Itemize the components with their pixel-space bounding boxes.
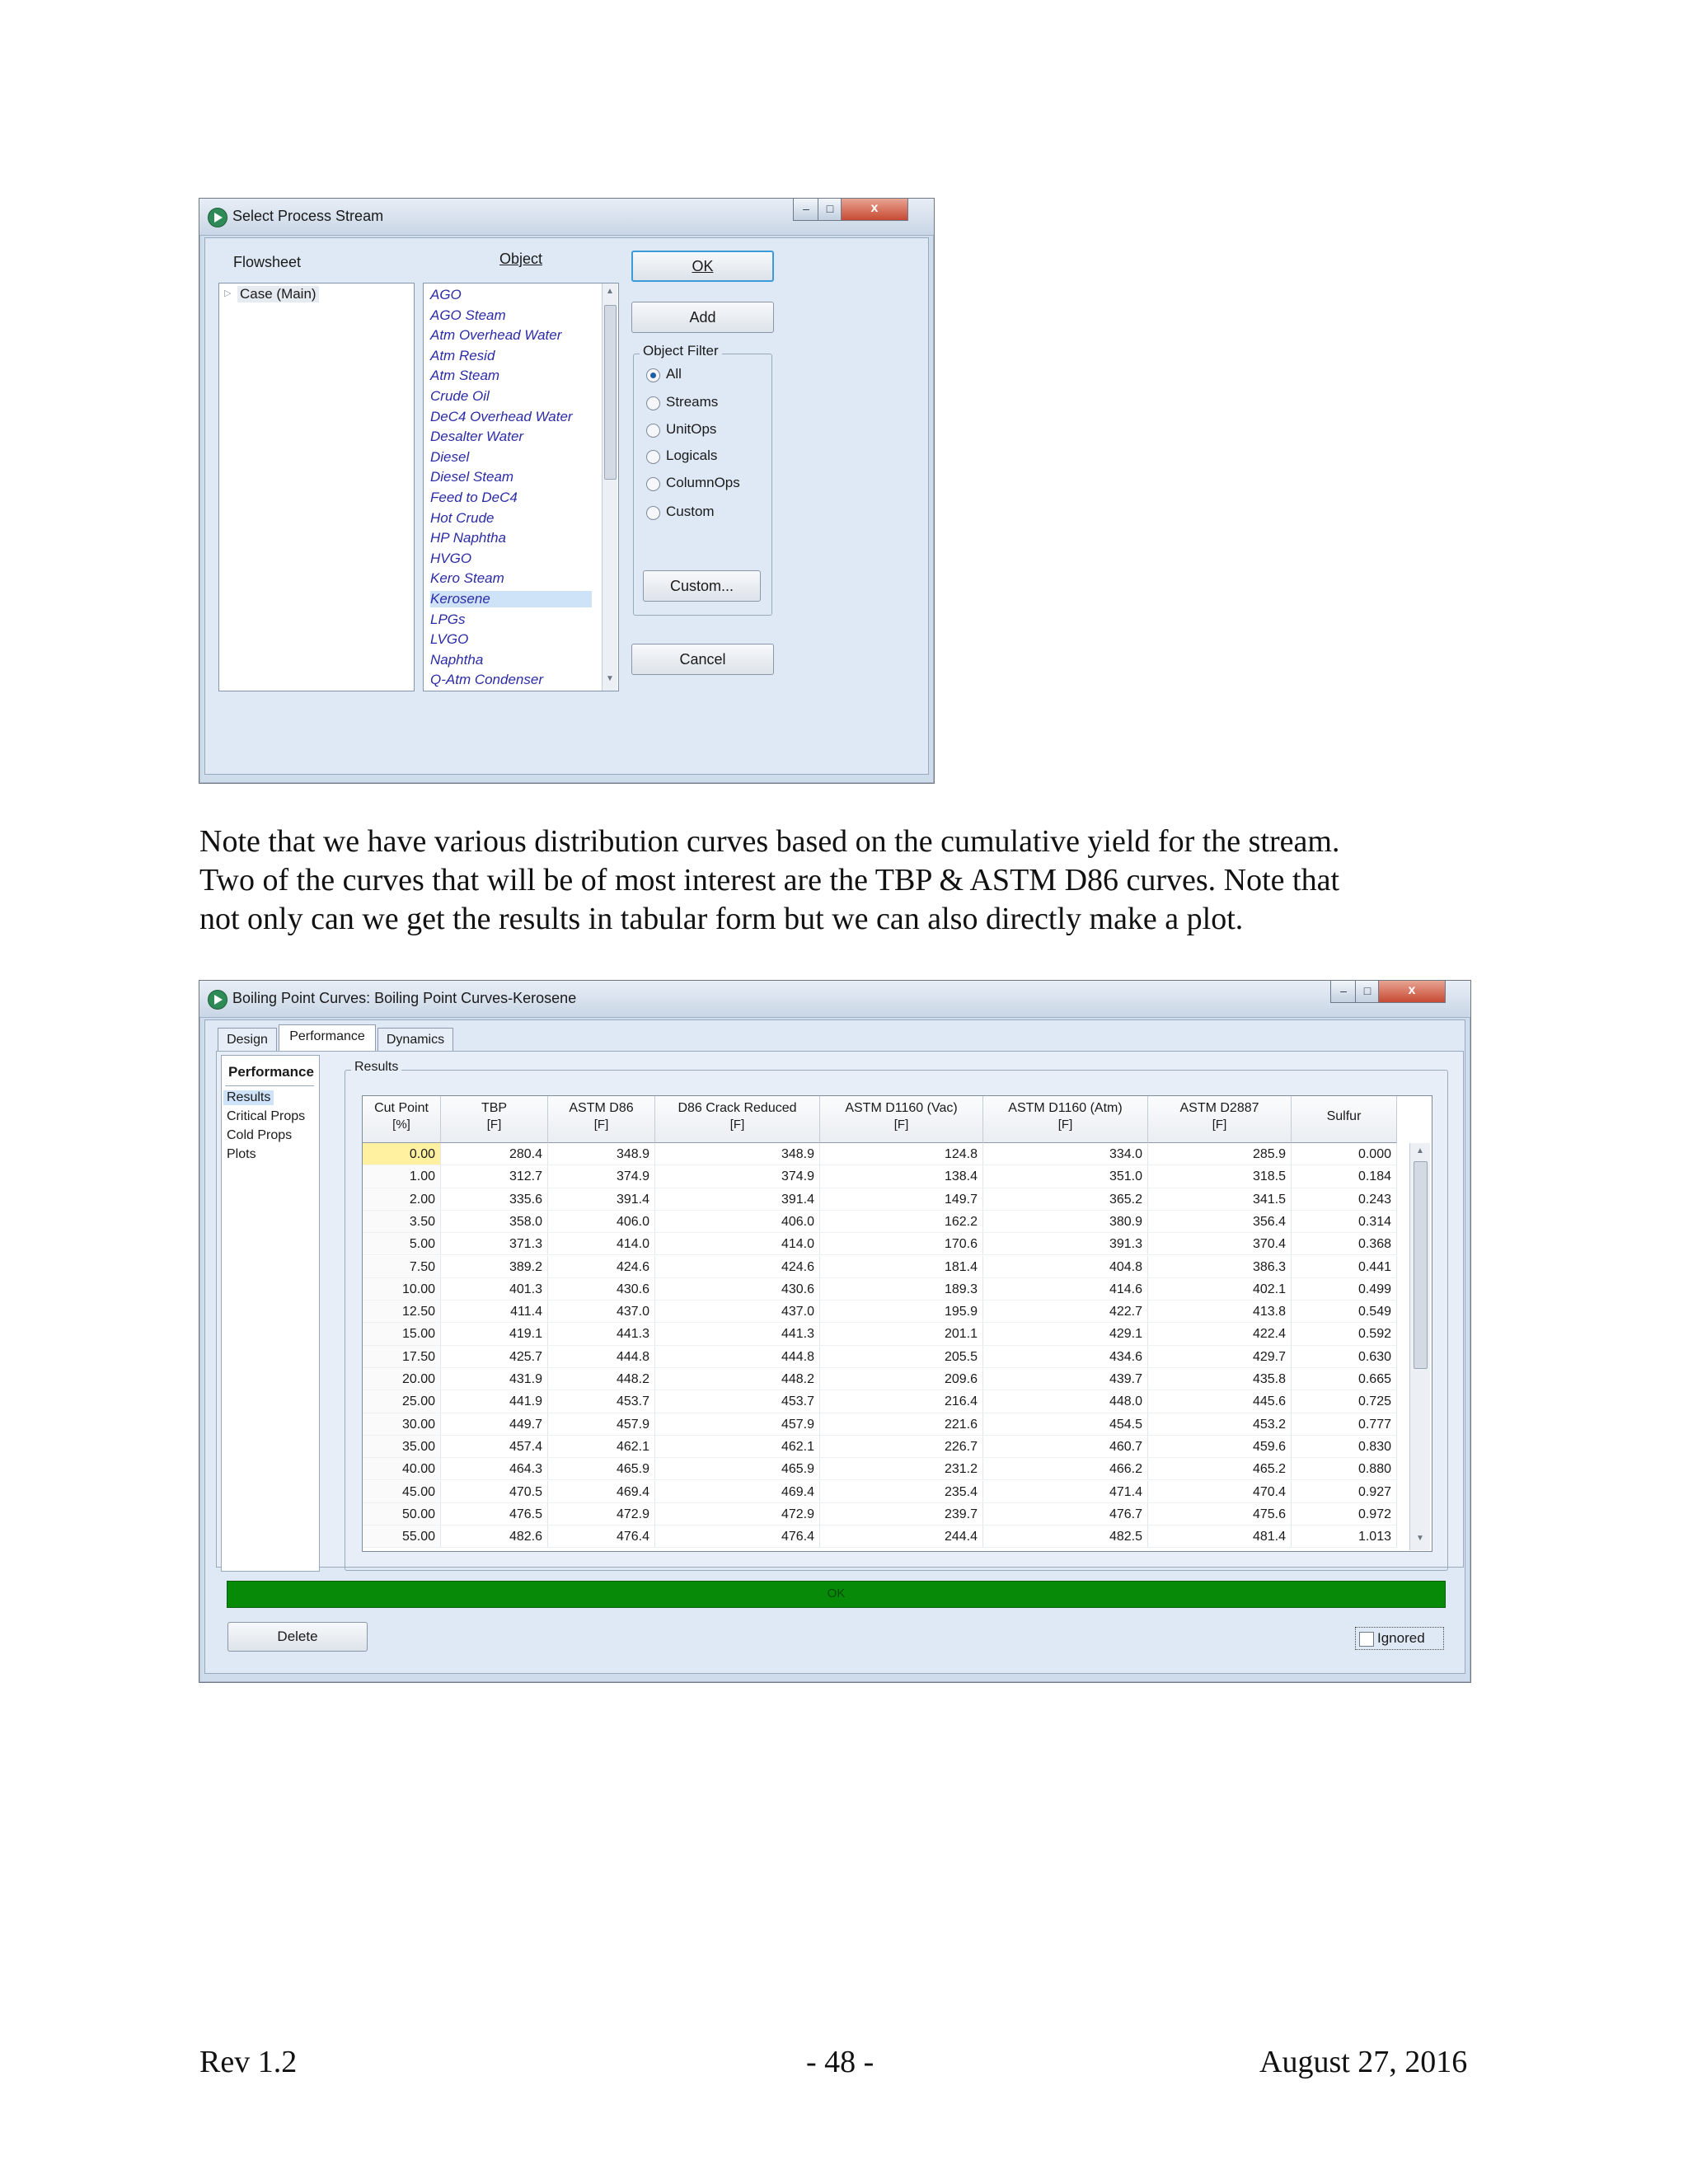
table-cell[interactable]: 17.50: [363, 1346, 441, 1368]
table-row: [363, 1390, 1393, 1413]
table-cell[interactable]: 448.0: [983, 1390, 1148, 1413]
table-cell[interactable]: 0.830: [1292, 1436, 1397, 1458]
table-cell[interactable]: 351.0: [983, 1165, 1148, 1188]
tree-expander-icon[interactable]: ▷: [224, 288, 232, 298]
ignored-checkbox[interactable]: [1355, 1627, 1444, 1650]
window-titlebar: [199, 981, 1470, 1018]
table-cell[interactable]: 472.9: [548, 1503, 655, 1526]
table-cell[interactable]: 205.5: [820, 1346, 983, 1368]
table-cell[interactable]: 201.1: [820, 1323, 983, 1345]
object-list-item[interactable]: Q-Atm Condenser: [430, 672, 543, 688]
table-cell[interactable]: 448.2: [655, 1368, 820, 1390]
table-cell[interactable]: 1.013: [1292, 1526, 1397, 1548]
table-cell[interactable]: 441.3: [548, 1323, 655, 1345]
column-header-unit: [F]: [486, 1118, 502, 1132]
object-list-item[interactable]: Atm Resid: [430, 347, 495, 363]
column-header-unit: [%]: [392, 1118, 410, 1132]
object-list-item[interactable]: Atm Steam: [430, 368, 500, 384]
table-cell[interactable]: 476.4: [655, 1526, 820, 1548]
table-cell[interactable]: 20.00: [363, 1368, 441, 1390]
table-cell[interactable]: 162.2: [820, 1211, 983, 1233]
filter-label-streams: Streams: [666, 394, 719, 410]
table-row: [363, 1323, 1393, 1345]
table-cell[interactable]: 414.6: [983, 1278, 1148, 1301]
table-cell[interactable]: 430.6: [655, 1278, 820, 1301]
table-cell[interactable]: 469.4: [655, 1481, 820, 1503]
tab-dynamics-label: Dynamics: [386, 1033, 445, 1047]
object-list[interactable]: [423, 283, 619, 691]
scroll-down-arrow-icon[interactable]: ▼: [1416, 1534, 1424, 1543]
tab-performance-label: Performance: [289, 1029, 365, 1043]
column-header-unit: [F]: [729, 1118, 745, 1132]
filter-label-custom: Custom: [666, 504, 715, 519]
maximize-icon[interactable]: □: [818, 199, 842, 221]
table-cell[interactable]: 334.0: [983, 1143, 1148, 1165]
table-cell[interactable]: 25.00: [363, 1390, 441, 1413]
table-cell[interactable]: 235.4: [820, 1481, 983, 1503]
table-cell[interactable]: 358.0: [441, 1211, 548, 1233]
table-cell[interactable]: 413.8: [1148, 1301, 1292, 1323]
table-cell[interactable]: 439.7: [983, 1368, 1148, 1390]
column-header[interactable]: [548, 1096, 655, 1143]
filter-label-unitops: UnitOps: [666, 421, 717, 437]
table-cell[interactable]: 7.50: [363, 1256, 441, 1278]
column-header-name: TBP: [481, 1101, 508, 1115]
nav-item-cold-props[interactable]: Cold Props: [227, 1128, 293, 1142]
app-icon: [208, 208, 227, 227]
table-cell[interactable]: 2.00: [363, 1188, 441, 1211]
table-cell[interactable]: 435.8: [1148, 1368, 1292, 1390]
table-cell[interactable]: 462.1: [655, 1436, 820, 1458]
table-cell[interactable]: 449.7: [441, 1413, 548, 1436]
table-scrollbar[interactable]: [1409, 1143, 1430, 1550]
table-cell[interactable]: 453.7: [548, 1390, 655, 1413]
table-cell[interactable]: 0.880: [1292, 1458, 1397, 1480]
object-list-item[interactable]: AGO Steam: [430, 307, 506, 323]
table-cell[interactable]: 341.5: [1148, 1188, 1292, 1211]
window-title: Boiling Point Curves: Boiling Point Curves-Kerosene: [232, 990, 577, 1006]
nav-item-critical-props[interactable]: Critical Props: [227, 1109, 306, 1123]
object-list-item[interactable]: Feed to DeC4: [430, 490, 518, 505]
column-header-unit: [F]: [893, 1118, 909, 1132]
paragraph-line: Note that we have various distribution curves based on the cumulative yield for the stream.: [199, 824, 1340, 859]
scroll-thumb[interactable]: [1414, 1161, 1428, 1369]
table-row: [363, 1413, 1393, 1436]
column-header-name: ASTM D86: [569, 1101, 634, 1115]
filter-radio-all[interactable]: [646, 368, 660, 382]
table-cell[interactable]: 481.4: [1148, 1526, 1292, 1548]
table-cell[interactable]: 453.7: [655, 1390, 820, 1413]
table-row: [363, 1211, 1393, 1233]
object-list-item[interactable]: Kerosene: [430, 591, 592, 607]
table-cell[interactable]: 1.00: [363, 1165, 441, 1188]
filter-label-columnops: ColumnOps: [666, 475, 740, 490]
table-cell[interactable]: 0.441: [1292, 1256, 1397, 1278]
table-cell[interactable]: 50.00: [363, 1503, 441, 1526]
table-cell[interactable]: 448.2: [548, 1368, 655, 1390]
object-list-item[interactable]: Atm Overhead Water: [430, 327, 562, 344]
table-cell[interactable]: 285.9: [1148, 1143, 1292, 1165]
tree-item-case-main[interactable]: Case (Main): [237, 286, 319, 302]
table-cell[interactable]: 370.4: [1148, 1233, 1292, 1255]
paragraph-line: not only can we get the results in tabular form but we can also directly make a plot.: [199, 902, 1244, 936]
filter-radio-logicals[interactable]: [646, 450, 660, 464]
table-row: [363, 1301, 1393, 1323]
column-header[interactable]: [820, 1096, 983, 1143]
ok-button[interactable]: [631, 251, 774, 282]
table-cell[interactable]: 429.1: [983, 1323, 1148, 1345]
table-cell[interactable]: 430.6: [548, 1278, 655, 1301]
table-cell[interactable]: 209.6: [820, 1368, 983, 1390]
footer-revision: Rev 1.2: [199, 2045, 298, 2079]
object-list-item[interactable]: HVGO: [430, 550, 472, 566]
nav-item-results[interactable]: Results: [223, 1090, 274, 1105]
object-list-item[interactable]: LPGs: [430, 611, 466, 627]
table-cell[interactable]: 425.7: [441, 1346, 548, 1368]
table-cell[interactable]: 0.000: [1292, 1143, 1397, 1165]
filter-label-all: All: [666, 366, 682, 382]
nav-header-divider: [225, 1085, 314, 1086]
table-cell[interactable]: 457.9: [655, 1413, 820, 1436]
column-header[interactable]: [655, 1096, 820, 1143]
table-cell[interactable]: 30.00: [363, 1413, 441, 1436]
filter-label-logicals: Logicals: [666, 448, 718, 463]
table-cell[interactable]: 465.9: [655, 1458, 820, 1480]
paragraph-line: Two of the curves that will be of most interest are the TBP & ASTM D86 curves. Note that: [199, 863, 1340, 898]
table-cell[interactable]: 459.6: [1148, 1436, 1292, 1458]
object-list-item[interactable]: Diesel Steam: [430, 469, 514, 485]
table-cell[interactable]: 457.9: [548, 1413, 655, 1436]
object-list-item[interactable]: HP Naphtha: [430, 530, 506, 546]
table-cell[interactable]: 414.0: [548, 1233, 655, 1255]
table-row: [363, 1143, 1393, 1165]
column-header-name: ASTM D1160 (Atm): [1008, 1101, 1123, 1115]
table-row: [363, 1165, 1393, 1188]
table-cell[interactable]: 454.5: [983, 1413, 1148, 1436]
table-cell[interactable]: 466.2: [983, 1458, 1148, 1480]
table-cell[interactable]: 482.5: [983, 1526, 1148, 1548]
object-list-item[interactable]: Desalter Water: [430, 429, 524, 445]
table-row: [363, 1278, 1393, 1301]
table-cell[interactable]: 0.972: [1292, 1503, 1397, 1526]
table-cell[interactable]: 0.777: [1292, 1413, 1397, 1436]
object-list-item[interactable]: Kero Steam: [430, 570, 504, 587]
table-cell[interactable]: 482.6: [441, 1526, 548, 1548]
table-cell[interactable]: 0.592: [1292, 1323, 1397, 1345]
table-cell[interactable]: 391.4: [655, 1188, 820, 1211]
maximize-icon[interactable]: □: [1355, 981, 1380, 1003]
table-cell[interactable]: 401.3: [441, 1278, 548, 1301]
table-cell[interactable]: 464.3: [441, 1458, 548, 1480]
table-cell[interactable]: 406.0: [548, 1211, 655, 1233]
table-cell[interactable]: 12.50: [363, 1301, 441, 1323]
table-cell[interactable]: 371.3: [441, 1233, 548, 1255]
results-group-label: Results: [351, 1060, 401, 1075]
table-cell[interactable]: 348.9: [655, 1143, 820, 1165]
table-cell[interactable]: 280.4: [441, 1143, 548, 1165]
table-cell[interactable]: 476.4: [548, 1526, 655, 1548]
app-icon: [208, 990, 227, 1010]
dialog-title: Select Process Stream: [232, 208, 384, 224]
object-list-item[interactable]: Hot Crude: [430, 509, 495, 526]
scroll-up-arrow-icon[interactable]: ▲: [1416, 1146, 1424, 1155]
table-cell[interactable]: 470.5: [441, 1481, 548, 1503]
table-cell[interactable]: 3.50: [363, 1211, 441, 1233]
column-header-name: ASTM D1160 (Vac): [845, 1101, 958, 1115]
table-cell[interactable]: 312.7: [441, 1165, 548, 1188]
object-list-item[interactable]: Naphtha: [430, 651, 484, 668]
status-text: OK: [827, 1586, 846, 1601]
table-cell[interactable]: 422.7: [983, 1301, 1148, 1323]
footer-date: August 27, 2016: [1259, 2045, 1468, 2079]
object-filter-label: Object Filter: [640, 343, 722, 359]
table-cell[interactable]: 356.4: [1148, 1211, 1292, 1233]
add-button-label: Add: [689, 309, 716, 326]
custom-button-label: Custom...: [669, 578, 734, 594]
column-header-unit: [F]: [1212, 1118, 1227, 1132]
add-button[interactable]: [631, 302, 774, 333]
table-cell[interactable]: 365.2: [983, 1188, 1148, 1211]
table-cell[interactable]: 419.1: [441, 1323, 548, 1345]
table-cell[interactable]: 465.2: [1148, 1458, 1292, 1480]
table-cell[interactable]: 374.9: [655, 1165, 820, 1188]
table-cell[interactable]: 470.4: [1148, 1481, 1292, 1503]
cancel-button-label: Cancel: [679, 651, 726, 668]
table-cell[interactable]: 441.3: [655, 1323, 820, 1345]
table-cell[interactable]: 181.4: [820, 1256, 983, 1278]
table-cell[interactable]: 422.4: [1148, 1323, 1292, 1345]
status-bar: [227, 1581, 1446, 1608]
table-cell[interactable]: 0.499: [1292, 1278, 1397, 1301]
scroll-down-arrow-icon[interactable]: ▼: [606, 674, 614, 683]
table-cell[interactable]: 138.4: [820, 1165, 983, 1188]
ok-button-label: OK: [692, 258, 714, 274]
table-row: [363, 1233, 1393, 1255]
filter-radio-unitops[interactable]: [646, 424, 660, 438]
ignored-label: Ignored: [1377, 1630, 1425, 1646]
table-cell[interactable]: 335.6: [441, 1188, 548, 1211]
table-row: [363, 1368, 1393, 1390]
scroll-up-arrow-icon[interactable]: ▲: [606, 287, 614, 296]
table-cell[interactable]: 404.8: [983, 1256, 1148, 1278]
table-cell[interactable]: 216.4: [820, 1390, 983, 1413]
column-header[interactable]: [1148, 1096, 1292, 1143]
scroll-thumb[interactable]: [604, 305, 617, 480]
table-cell[interactable]: 424.6: [548, 1256, 655, 1278]
column-header-name: D86 Crack Reduced: [678, 1101, 797, 1115]
table-cell[interactable]: 0.368: [1292, 1233, 1397, 1255]
table-cell[interactable]: 124.8: [820, 1143, 983, 1165]
table-cell[interactable]: 457.4: [441, 1436, 548, 1458]
table-row: [363, 1346, 1393, 1368]
column-header[interactable]: [1292, 1096, 1397, 1143]
table-cell[interactable]: 386.3: [1148, 1256, 1292, 1278]
table-cell[interactable]: 15.00: [363, 1323, 441, 1345]
table-cell[interactable]: 389.2: [441, 1256, 548, 1278]
table-cell[interactable]: 472.9: [655, 1503, 820, 1526]
object-list-item[interactable]: DeC4 Overhead Water: [430, 408, 573, 424]
object-list-item[interactable]: Diesel: [430, 448, 470, 465]
table-cell[interactable]: 0.725: [1292, 1390, 1397, 1413]
table-cell[interactable]: 465.9: [548, 1458, 655, 1480]
flowsheet-label: Flowsheet: [233, 254, 302, 270]
table-cell[interactable]: 226.7: [820, 1436, 983, 1458]
object-list-item[interactable]: Crude Oil: [430, 388, 490, 404]
close-icon[interactable]: x: [841, 199, 908, 221]
table-cell[interactable]: 55.00: [363, 1526, 441, 1548]
table-cell[interactable]: 414.0: [655, 1233, 820, 1255]
table-cell[interactable]: 391.3: [983, 1233, 1148, 1255]
column-header-unit: [F]: [1057, 1118, 1073, 1132]
table-cell[interactable]: 45.00: [363, 1481, 441, 1503]
table-cell[interactable]: 460.7: [983, 1436, 1148, 1458]
table-cell[interactable]: 170.6: [820, 1233, 983, 1255]
table-cell[interactable]: 374.9: [548, 1165, 655, 1188]
performance-nav: [221, 1055, 320, 1572]
tab-dynamics[interactable]: [377, 1028, 453, 1051]
table-cell[interactable]: 40.00: [363, 1458, 441, 1480]
object-label: Object: [499, 251, 543, 267]
object-list-scrollbar[interactable]: [602, 284, 617, 691]
filter-radio-columnops[interactable]: [646, 477, 660, 491]
table-row: [363, 1481, 1393, 1503]
table-cell[interactable]: 437.0: [655, 1301, 820, 1323]
column-header-unit: [F]: [593, 1118, 609, 1132]
table-cell[interactable]: 444.8: [548, 1346, 655, 1368]
minimize-icon[interactable]: –: [1330, 981, 1357, 1003]
object-list-item[interactable]: LVGO: [430, 631, 469, 648]
table-cell[interactable]: 0.00: [363, 1143, 441, 1165]
table-cell[interactable]: 411.4: [441, 1301, 548, 1323]
table-cell[interactable]: 0.314: [1292, 1211, 1397, 1233]
column-header-name: Sulfur: [1326, 1109, 1362, 1123]
table-cell[interactable]: 0.665: [1292, 1368, 1397, 1390]
table-cell[interactable]: 380.9: [983, 1211, 1148, 1233]
tab-design[interactable]: [218, 1028, 277, 1051]
footer-page-number: - 48 -: [806, 2045, 874, 2079]
filter-radio-streams[interactable]: [646, 396, 660, 410]
table-cell[interactable]: 0.927: [1292, 1481, 1397, 1503]
table-row: [363, 1526, 1393, 1548]
close-icon[interactable]: x: [1378, 981, 1446, 1003]
object-list-item[interactable]: AGO: [430, 287, 462, 302]
delete-button[interactable]: [227, 1622, 368, 1652]
nav-header: Performance: [228, 1064, 314, 1080]
table-cell[interactable]: 239.7: [820, 1503, 983, 1526]
delete-button-label: Delete: [277, 1629, 318, 1644]
table-cell[interactable]: 0.184: [1292, 1165, 1397, 1188]
table-cell[interactable]: 189.3: [820, 1278, 983, 1301]
table-cell[interactable]: 441.9: [441, 1390, 548, 1413]
dialog-titlebar: [199, 199, 934, 236]
table-cell[interactable]: 406.0: [655, 1211, 820, 1233]
column-header-name: Cut Point: [374, 1101, 429, 1115]
table-cell[interactable]: 0.549: [1292, 1301, 1397, 1323]
table-cell[interactable]: 453.2: [1148, 1413, 1292, 1436]
table-cell[interactable]: 318.5: [1148, 1165, 1292, 1188]
table-cell[interactable]: 475.6: [1148, 1503, 1292, 1526]
table-cell[interactable]: 424.6: [655, 1256, 820, 1278]
custom-filter-button[interactable]: [643, 570, 761, 602]
table-cell[interactable]: 431.9: [441, 1368, 548, 1390]
minimize-icon[interactable]: –: [793, 199, 819, 221]
table-cell[interactable]: 348.9: [548, 1143, 655, 1165]
body-paragraph: [199, 823, 1518, 939]
table-cell[interactable]: 462.1: [548, 1436, 655, 1458]
column-header[interactable]: [363, 1096, 441, 1143]
table-row: [363, 1436, 1393, 1458]
table-row: [363, 1458, 1393, 1480]
table-row: [363, 1256, 1393, 1278]
table-cell[interactable]: 391.4: [548, 1188, 655, 1211]
flowsheet-tree[interactable]: [218, 283, 415, 691]
table-cell[interactable]: 244.4: [820, 1526, 983, 1548]
dialog-client-area: [204, 237, 929, 775]
table-cell[interactable]: 149.7: [820, 1188, 983, 1211]
table-cell[interactable]: 434.6: [983, 1346, 1148, 1368]
tab-design-label: Design: [227, 1033, 268, 1047]
table-cell[interactable]: 221.6: [820, 1413, 983, 1436]
table-cell[interactable]: 0.243: [1292, 1188, 1397, 1211]
table-cell[interactable]: 5.00: [363, 1233, 441, 1255]
table-cell[interactable]: 0.630: [1292, 1346, 1397, 1368]
table-cell[interactable]: 35.00: [363, 1436, 441, 1458]
table-cell[interactable]: 445.6: [1148, 1390, 1292, 1413]
table-cell[interactable]: 10.00: [363, 1278, 441, 1301]
column-header[interactable]: [441, 1096, 548, 1143]
table-cell[interactable]: 402.1: [1148, 1278, 1292, 1301]
table-cell[interactable]: 476.5: [441, 1503, 548, 1526]
checkbox-box[interactable]: [1359, 1632, 1374, 1647]
table-cell[interactable]: 429.7: [1148, 1346, 1292, 1368]
table-cell[interactable]: 469.4: [548, 1481, 655, 1503]
table-cell[interactable]: 476.7: [983, 1503, 1148, 1526]
column-header-name: ASTM D2887: [1179, 1101, 1259, 1115]
cancel-button[interactable]: [631, 644, 774, 675]
column-header[interactable]: [983, 1096, 1148, 1143]
table-row: [363, 1188, 1393, 1211]
table-cell[interactable]: 195.9: [820, 1301, 983, 1323]
select-process-stream-dialog: [199, 198, 935, 784]
table-cell[interactable]: 471.4: [983, 1481, 1148, 1503]
results-table[interactable]: [362, 1095, 1432, 1552]
filter-radio-custom[interactable]: [646, 506, 660, 520]
table-row: [363, 1503, 1393, 1526]
table-cell[interactable]: 444.8: [655, 1346, 820, 1368]
table-cell[interactable]: 231.2: [820, 1458, 983, 1480]
tab-performance[interactable]: [279, 1024, 376, 1051]
nav-item-plots[interactable]: Plots: [227, 1147, 256, 1161]
table-cell[interactable]: 437.0: [548, 1301, 655, 1323]
